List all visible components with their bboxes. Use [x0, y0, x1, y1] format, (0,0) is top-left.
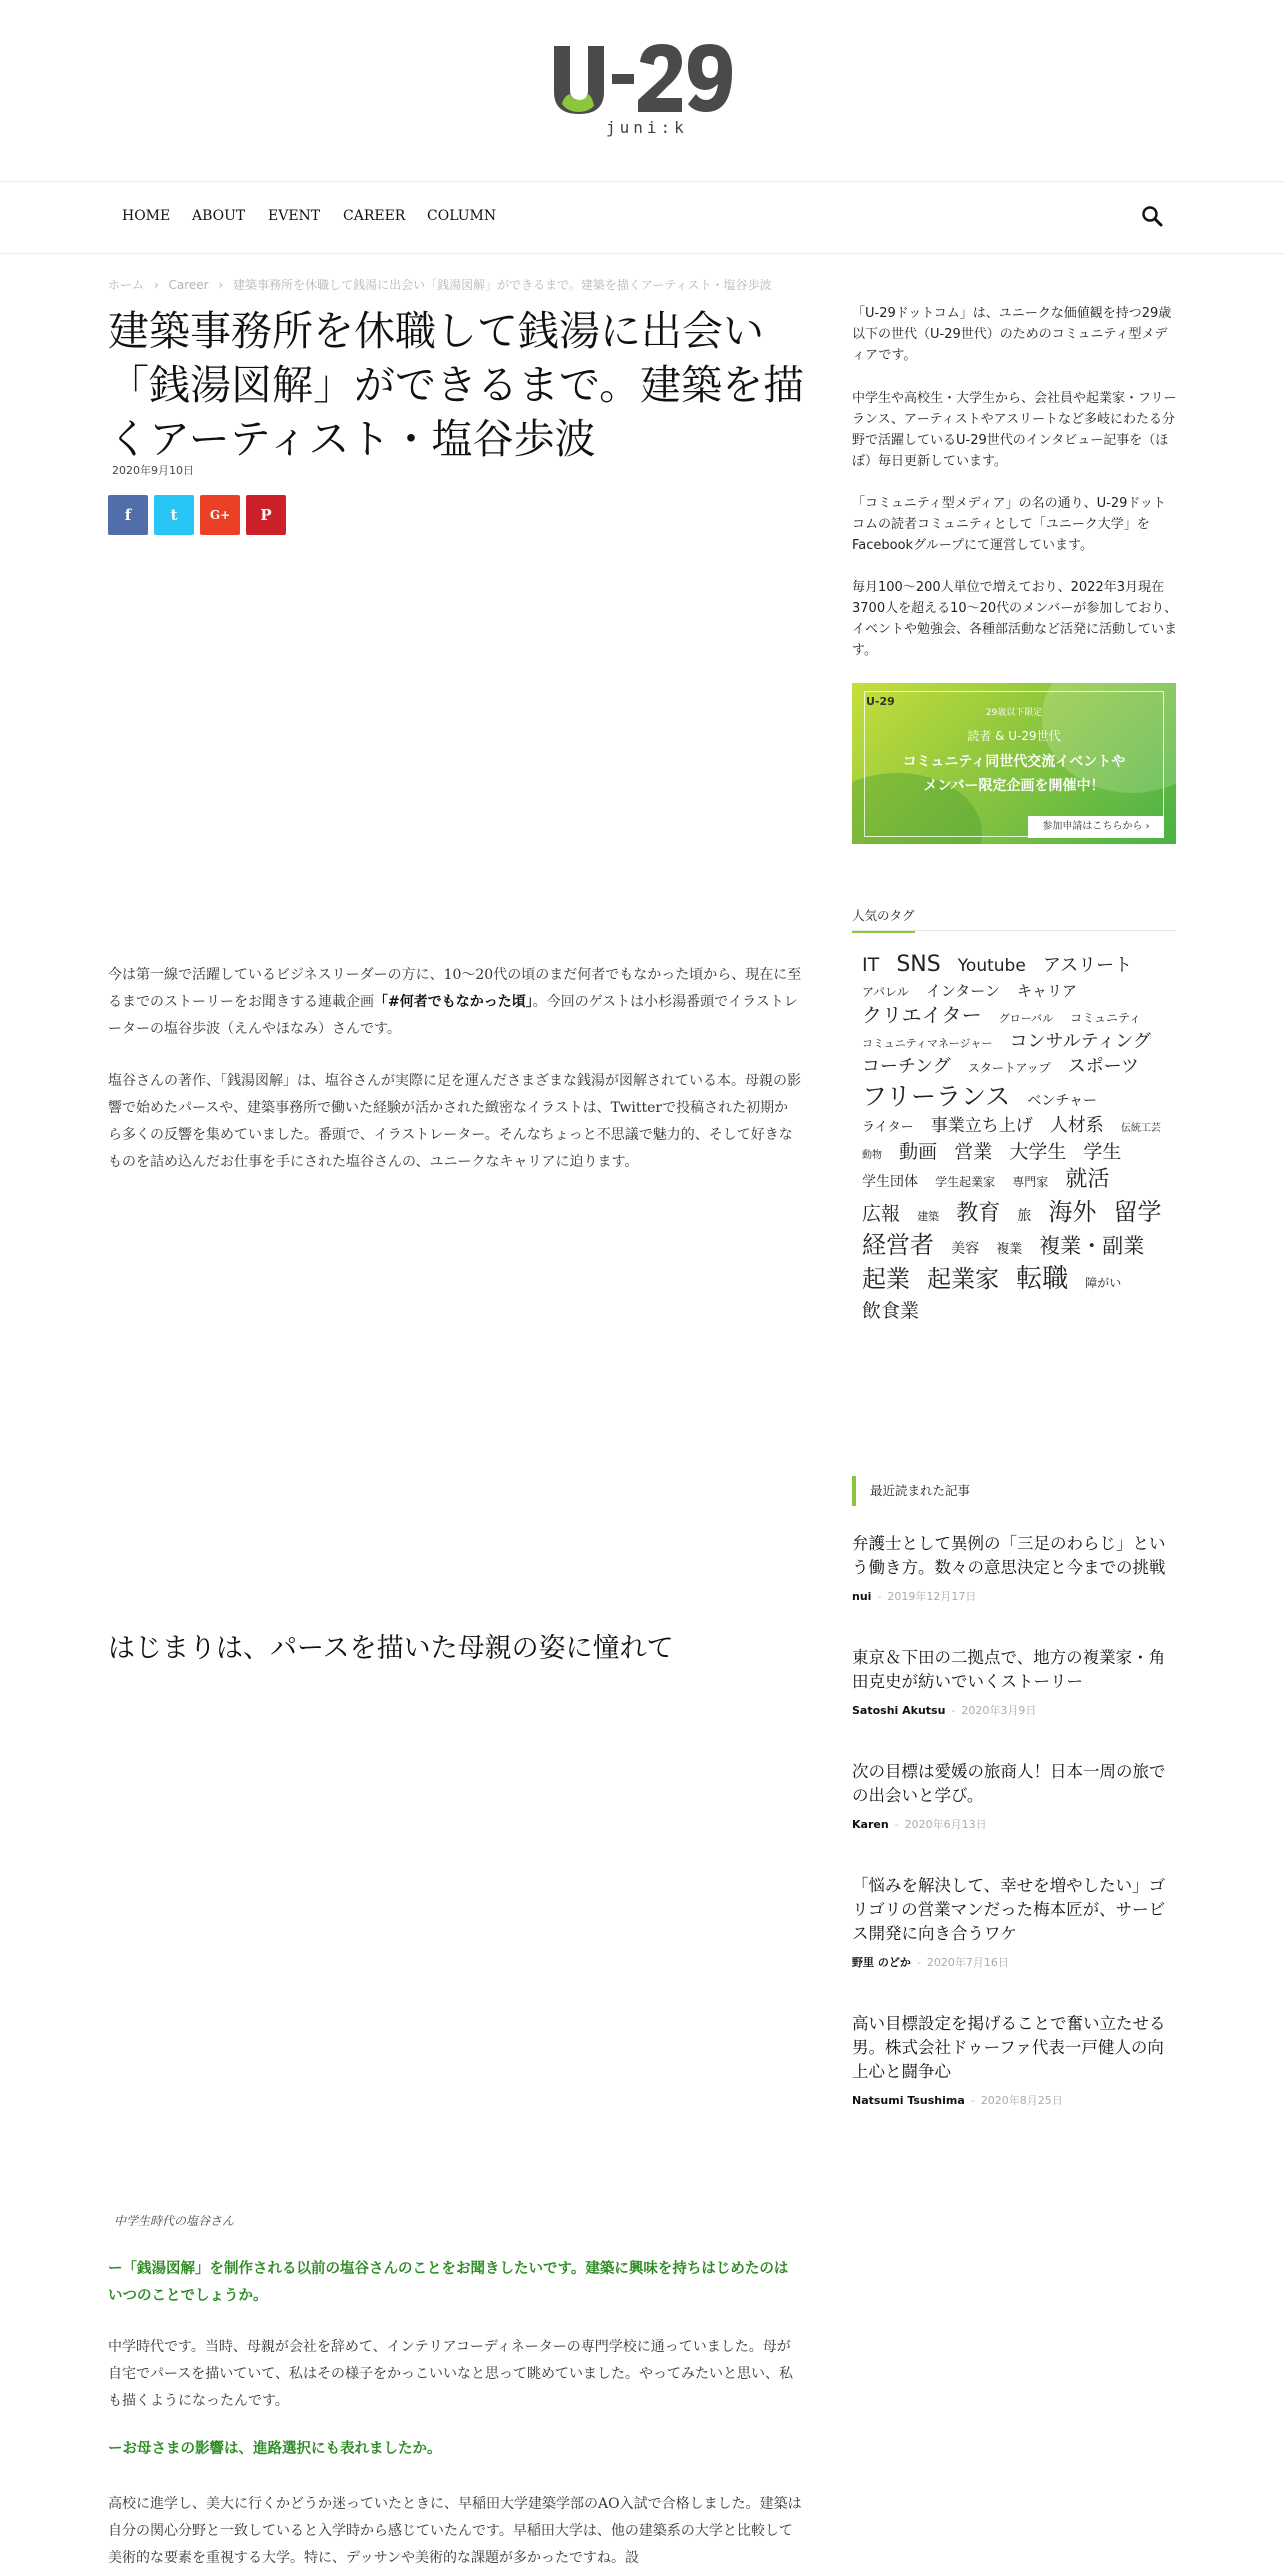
tag-link[interactable]: キャリア: [1017, 982, 1078, 1001]
post-author[interactable]: nui: [852, 1590, 872, 1603]
site-header: [0, 0, 1284, 182]
series-name: 「#何者でもなかった頃」: [374, 994, 533, 1010]
recent-post-title[interactable]: 次の目標は愛媛の旅商人！日本一周の旅での出会いと学び。: [852, 1762, 1166, 1805]
recent-post-meta: 野里 のどか - 2020年7月16日: [852, 1956, 1009, 1969]
tag-link[interactable]: 障がい: [1085, 1276, 1122, 1291]
photo-caption: 中学生時代の塩谷さん: [114, 2214, 235, 2228]
tag-link[interactable]: アスリート: [1042, 955, 1133, 976]
recent-post-meta: nui - 2019年12月17日: [852, 1590, 977, 1603]
tag-link[interactable]: 複業・副業: [1039, 1233, 1145, 1258]
tag-link[interactable]: 学生団体: [862, 1174, 918, 1191]
share-pinterest-button[interactable]: [246, 495, 286, 535]
post-author[interactable]: Karen: [852, 1818, 889, 1831]
article-title: 建築事務所を休職して銭湯に出会い「銭湯図解」ができるまで。建築を描くアーティスト・塩谷歩波: [108, 307, 805, 464]
interview-answer: 高校に進学し、美大に行くかどうか迷っていたときに、早稲田大学建築学部のAO入試で合格しました。建築は自分の関心分野と一致していると入学時から感じていたんです。早稲田大学は、他の建築系の大学と比較して美術的な要素を重視する大学。特に、デッサンや美術的な課題が多かったですね。設: [108, 2496, 802, 2566]
banner-small-text: 29歳以下限定: [985, 708, 1043, 718]
tag-link[interactable]: フリーランス: [862, 1081, 1011, 1111]
googleplus-icon: G+: [209, 508, 231, 522]
tag-link[interactable]: Youtube: [957, 956, 1026, 976]
nav-about[interactable]: ABOUT: [192, 208, 246, 224]
intro-text: 今は第一線で活躍しているビジネスリーダーの方に、10～20代の頃のまだ何者でもなかった頃から、現在に至るまでのストーリーをお聞きする連載企画: [108, 967, 802, 1010]
tag-link[interactable]: 建築: [917, 1209, 940, 1223]
tag-link[interactable]: 留学: [1113, 1197, 1162, 1226]
tag-link[interactable]: 複業: [996, 1241, 1023, 1257]
post-date: 2020年6月13日: [904, 1818, 987, 1831]
tag-link[interactable]: クリエイター: [862, 1003, 982, 1028]
tag-link[interactable]: 就活: [1065, 1167, 1110, 1193]
breadcrumb-home[interactable]: ホーム: [108, 278, 145, 292]
post-date: 2020年8月25日: [980, 2094, 1063, 2107]
tag-link[interactable]: グローバル: [998, 1012, 1054, 1026]
post-date: 2020年3月9日: [961, 1704, 1037, 1717]
recent-post-title[interactable]: 高い目標設定を掲げることで奮い立たせる男。株式会社ドゥーファ代表一戸健人の向上心と闘争心: [852, 2014, 1166, 2081]
interview-answer: 中学時代です。当時、母親が会社を辞めて、インテリアコーディネーターの専門学校に通っていました。母が自宅でパースを描いていて、私はその様子をかっこいいなと思って眺めていました。やってみたいと思い、私も描くようになったんです。: [108, 2339, 794, 2409]
tag-link[interactable]: 人材系: [1049, 1115, 1104, 1137]
banner-cta-button[interactable]: 参加申請はこちらから ›: [1028, 816, 1164, 838]
tag-link[interactable]: 広報: [862, 1202, 901, 1225]
banner-logo: U-29: [866, 695, 895, 708]
post-author[interactable]: Natsumi Tsushima: [852, 2094, 965, 2107]
tag-link[interactable]: 旅: [1017, 1207, 1032, 1224]
nav-home[interactable]: HOME: [122, 208, 171, 224]
recent-post-meta: Karen - 2020年6月13日: [852, 1818, 987, 1831]
about-paragraph: 中学生や高校生・大学生から、会社員や起業家・フリーランス、アーティストやアスリートなど多岐にわたる分野で活躍しているU-29世代のインタビュー記事を（ほぼ）毎日更新しています。: [852, 391, 1177, 469]
breadcrumb-separator: ›: [153, 278, 159, 292]
search-icon: [1140, 204, 1166, 230]
tag-link[interactable]: 営業: [954, 1141, 993, 1164]
recent-post-title[interactable]: 弁護士として異例の「三足のわらじ」という働き方。数々の意思決定と今までの挑戦: [852, 1534, 1166, 1577]
recent-post-title[interactable]: 東京＆下田の二拠点で、地方の複業家・角田克史が紡いでいくストーリー: [852, 1648, 1166, 1691]
tag-link[interactable]: スタートアップ: [967, 1060, 1051, 1075]
divider: [852, 930, 1176, 931]
tag-link[interactable]: 学生起業家: [935, 1175, 996, 1190]
about-paragraph: 「コミュニティ型メディア」の名の通り、U-29ドットコムの読者コミュニティとして「ユニーク大学」をFacebookグループにて運営しています。: [852, 496, 1166, 553]
tag-link[interactable]: 学生: [1083, 1141, 1122, 1164]
breadcrumb-separator: ›: [218, 278, 224, 292]
share-googleplus-button[interactable]: [200, 495, 240, 535]
tag-link[interactable]: 動物: [862, 1150, 882, 1162]
tag-link[interactable]: 経営者: [862, 1230, 934, 1259]
interview-question: ー「銭湯図解」を制作される以前の塩谷さんのことをお聞きしたいです。建築に興味を持ちはじめたのはいつのことでしょうか。: [108, 2261, 789, 2304]
interview-question: ーお母さまの影響は、進路選択にも表れましたか。: [108, 2441, 442, 2457]
recent-post-title[interactable]: 「悩みを解決して、幸せを増やしたい」ゴリゴリの営業マンだった梅本匠が、サービス開発に向き合うワケ: [852, 1876, 1166, 1943]
share-facebook-button[interactable]: [108, 495, 148, 535]
community-banner[interactable]: [852, 683, 1176, 844]
nav-event[interactable]: EVENT: [268, 208, 321, 224]
tag-link[interactable]: SNS: [896, 952, 941, 977]
recent-posts-heading: 最近読まれた記事: [852, 1476, 970, 1506]
main-navigation: [0, 182, 1284, 254]
tag-link[interactable]: 専門家: [1012, 1175, 1049, 1190]
recent-post-meta: Satoshi Akutsu - 2020年3月9日: [852, 1704, 1037, 1717]
tag-link[interactable]: 大学生: [1009, 1141, 1067, 1164]
recent-post-meta: Natsumi Tsushima - 2020年8月25日: [852, 2094, 1063, 2107]
tag-link[interactable]: 教育: [956, 1200, 1001, 1226]
tag-link[interactable]: 飲食業: [862, 1299, 920, 1322]
nav-column[interactable]: COLUMN: [427, 208, 497, 224]
intro-text: 。今回のゲストは小杉湯番頭でイラストレーターの塩谷歩波（えんやほなみ）さんです。: [108, 994, 798, 1037]
breadcrumb-career[interactable]: Career: [168, 278, 209, 292]
tag-link[interactable]: 転職: [1016, 1264, 1069, 1295]
tag-cloud: [862, 950, 1174, 1324]
tag-link[interactable]: スポーツ: [1067, 1055, 1140, 1077]
about-paragraph: 「U-29ドットコム」は、ユニークな価値観を持つ29歳以下の世代（U-29世代）のためのコミュニティ型メディアです。: [852, 306, 1172, 363]
banner-line: コミュニティ同世代交流イベントや: [902, 754, 1126, 770]
intro-paragraph-1: [108, 962, 802, 1043]
facebook-icon: f: [124, 506, 132, 524]
breadcrumb-current: 建築事務所を休職して銭湯に出会い「銭湯図解」ができるまで。建築を描くアーティスト・塩谷歩波: [233, 278, 772, 292]
tag-link[interactable]: ライター: [862, 1120, 914, 1136]
post-author[interactable]: Satoshi Akutsu: [852, 1704, 946, 1717]
breadcrumb: [108, 276, 778, 293]
section-heading: はじまりは、パースを描いた母親の姿に憧れて: [108, 1633, 674, 1664]
intro-paragraph-2: 塩谷さんの著作、「銭湯図解」は、塩谷さんが実際に足を運んださまざまな銭湯が図解されている本。母親の影響で始めたパースや、建築事務所で働いた経験が活かされた緻密なイラストは、Twitterで投稿された初期から多くの反響を集めていました。番頭で、イラストレーター。そんなちょっと不思議で魅力的、そして好きなものを詰め込んだお仕事を手にされた塩谷さんの、ユニークなキャリアに迫ります。: [108, 1073, 801, 1170]
tag-link[interactable]: IT: [862, 954, 880, 976]
pinterest-icon: P: [260, 506, 272, 524]
tag-link[interactable]: コミュニティ: [1070, 1011, 1142, 1026]
banner-line: メンバー限定企画を開催中！: [923, 778, 1105, 794]
tag-link[interactable]: 伝統工芸: [1120, 1123, 1161, 1135]
twitter-icon: t: [170, 506, 178, 524]
tag-link[interactable]: 動画: [899, 1141, 938, 1164]
tag-link[interactable]: アパレル: [862, 985, 909, 1000]
about-paragraph: 毎月100〜200人単位で増えており、2022年3月現在3700人を超える10〜20代のメンバーが参加しており、イベントや勉強会、各種部活動など活発に活動しています。: [852, 580, 1178, 658]
tag-link[interactable]: 起業家: [927, 1265, 1000, 1294]
tag-link[interactable]: コンサルティング: [1009, 1031, 1151, 1053]
tags-heading: 人気のタグ: [852, 906, 915, 933]
tag-link[interactable]: コミュニティマネージャー: [862, 1037, 993, 1051]
tag-link[interactable]: インターン: [925, 982, 1000, 1001]
site-logo[interactable]: [548, 38, 738, 148]
tag-link[interactable]: 事業立ち上げ: [930, 1116, 1033, 1137]
search-button[interactable]: [1140, 204, 1166, 230]
share-twitter-button[interactable]: [154, 495, 194, 535]
nav-career[interactable]: CAREER: [343, 208, 406, 224]
tag-link[interactable]: コーチング: [862, 1055, 951, 1077]
banner-line: 読者 & U-29世代: [967, 729, 1061, 743]
post-author[interactable]: 野里 のどか: [852, 1956, 911, 1969]
tag-link[interactable]: 美容: [951, 1240, 980, 1257]
post-date: 2019年12月17日: [887, 1590, 977, 1603]
tag-link[interactable]: 海外: [1048, 1197, 1097, 1226]
tag-link[interactable]: ベンチャー: [1027, 1092, 1097, 1109]
tag-link[interactable]: 起業: [862, 1265, 910, 1294]
logo-subtext: juni:k: [606, 118, 688, 137]
article-date: 2020年9月10日: [112, 464, 194, 477]
post-date: 2020年7月16日: [926, 1956, 1009, 1969]
